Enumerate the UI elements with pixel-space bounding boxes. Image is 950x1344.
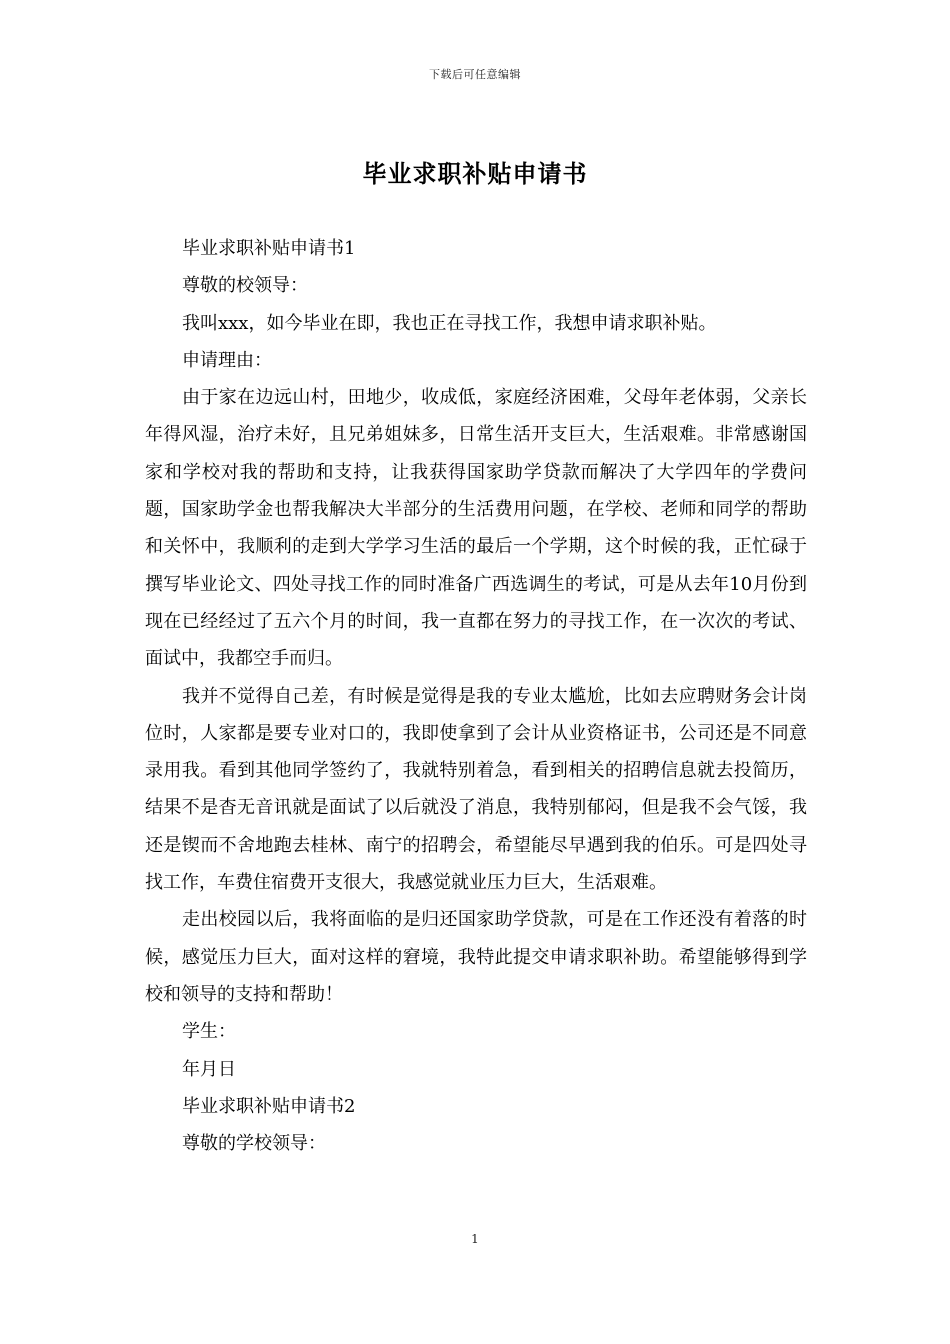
salutation: 尊敬的学校领导： (182, 1133, 326, 1155)
salutation: 尊敬的校领导： (182, 275, 308, 297)
signature-line: 学生： (182, 1021, 236, 1043)
reason-heading: 申请理由： (182, 349, 272, 371)
header-note: 下载后可任意编辑 (429, 68, 521, 81)
section-heading-1: 毕业求职补贴申请书1 (182, 238, 356, 259)
section-heading-2: 毕业求职补贴申请书2 (182, 1095, 356, 1117)
intro-paragraph: 我叫xxx，如今毕业在即，我也正在寻找工作，我想申请求职补贴。 (182, 312, 717, 334)
body-paragraph: 由于家在边远山村，田地少，收成低，家庭经济困难，父母年老体弱，父亲长年得风湿，治疗未好，且兄弟姐妹多，日常生活开支巨大，生活艰难。非常感谢国家和学校对我的帮助和支持，让我获得国家助学贷款而解决了大学四年的学费问题，国家助学金也帮我解决大半部分的生活费用问题，在学校、老师和同学的帮助和关怀中，我顺利的走到大学学习生活的最后一个学期，这个时候的我，正忙碌于撰写毕业论文、四处寻找工作的同时准备广西选调生的考试，可是从去年10月份到现在已经经过了五六个月的时间，我一直都在努力的寻找工作，在一次次的考试、面试中，我都空手而归。 (145, 387, 807, 670)
body-paragraph: 我并不觉得自己差，有时候是觉得是我的专业太尴尬，比如去应聘财务会计岗位时，人家都是要专业对口的，我即使拿到了会计从业资格证书，公司还是不同意录用我。看到其他同学签约了，我就特别着急，看到相关的招聘信息就去投简历，结果不是杳无音讯就是面试了以后就没了消息，我特别郁闷，但是我不会气馁，我还是锲而不舍地跑去桂林、南宁的招聘会，希望能尽早遇到我的伯乐。可是四处寻找工作，车费住宿费开支很大，我感觉就业压力巨大，生活艰难。 (145, 685, 807, 894)
date-line: 年月日 (182, 1058, 236, 1080)
body-paragraph: 走出校园以后，我将面临的是归还国家助学贷款，可是在工作还没有着落的时候，感觉压力巨大，面对这样的窘境，我特此提交申请求职补助。希望能够得到学校和领导的支持和帮助！ (145, 909, 807, 1005)
page-number: 1 (471, 1232, 479, 1246)
document-body (145, 230, 807, 1162)
document-title: 毕业求职补贴申请书 (362, 159, 588, 188)
